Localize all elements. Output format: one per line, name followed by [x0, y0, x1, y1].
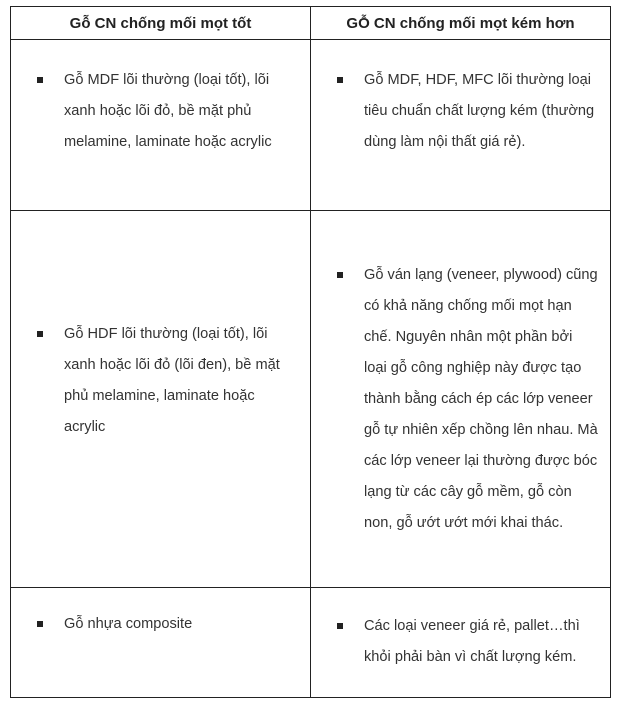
comparison-table	[10, 6, 611, 698]
header-poor-termite-resistance: GỖ CN chống mối mọt kém hơn	[311, 7, 611, 40]
list-item	[337, 65, 598, 158]
table-header-row	[11, 7, 611, 40]
list-item	[37, 65, 298, 158]
table-cell-right	[311, 211, 611, 588]
list-item-text: Gỗ MDF, HDF, MFC lõi thường loại tiêu chuẩn chất lượng kém (thường dùng làm nội thất giá rẻ).	[364, 71, 595, 150]
square-bullet-icon	[337, 77, 343, 83]
table-cell-left	[11, 211, 311, 588]
list-item-text: Gỗ ván lạng (veneer, plywood) cũng có khả năng chống mối mọt hạn chế. Nguyên nhân một phần bởi loại gỗ công nghiệp này được tạo thành bằng cách ép các lớp veneer gỗ tự nhiên xếp chồng lên nhau. Mà các lớp veneer lại thường được bóc lạng từ các cây gỗ mềm, gỗ còn non, gỗ ướt ướt mới khai thác.	[364, 266, 598, 531]
list-item	[337, 611, 598, 673]
table-row	[11, 211, 611, 588]
table-row	[11, 588, 611, 698]
square-bullet-icon	[337, 623, 343, 629]
list-item-text: Gỗ nhựa composite	[64, 615, 193, 632]
list-item	[37, 319, 298, 443]
square-bullet-icon	[37, 331, 43, 337]
square-bullet-icon	[337, 272, 343, 278]
table-cell-right	[311, 40, 611, 211]
list-item-text: Gỗ MDF lõi thường (loại tốt), lõi xanh hoặc lõi đỏ, bề mặt phủ melamine, laminate hoặc acrylic	[64, 71, 272, 150]
list-item-text: Gỗ HDF lõi thường (loại tốt), lõi xanh hoặc lõi đỏ (lõi đen), bề mặt phủ melamine, laminate hoặc acrylic	[64, 326, 280, 435]
list-item-text: Các loại veneer giá rẻ, pallet…thì khỏi phải bàn vì chất lượng kém.	[364, 617, 580, 665]
list-item	[337, 260, 598, 539]
square-bullet-icon	[37, 77, 43, 83]
header-good-termite-resistance: Gỗ CN chống mối mọt tốt	[11, 7, 311, 40]
table-cell-left	[11, 40, 311, 211]
square-bullet-icon	[37, 621, 43, 627]
table-cell-right	[311, 588, 611, 698]
table-row	[11, 40, 611, 211]
table-cell-left	[11, 588, 311, 698]
list-item	[37, 609, 298, 640]
